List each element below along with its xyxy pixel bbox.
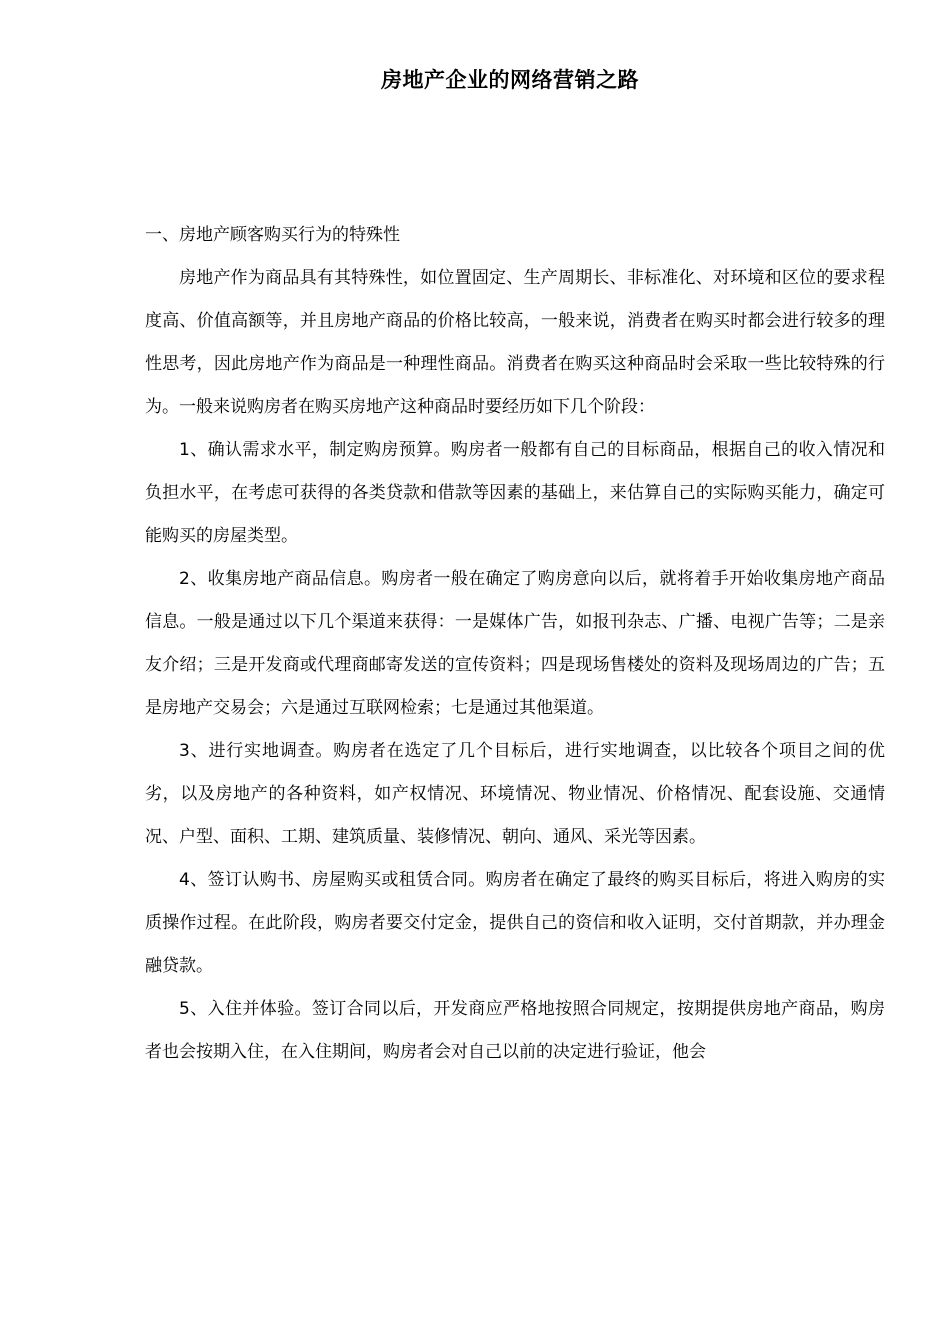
stage-paragraph-4: 4、签订认购书、房屋购买或租赁合同。购房者在确定了最终的购买目标后，将进入购房的实质操作过程。在此阶段，购房者要交付定金，提供自己的资信和收入证明，交付首期款，并办理金融贷款。: [145, 870, 885, 976]
stage-paragraph-1: 1、确认需求水平，制定购房预算。购房者一般都有自己的目标商品，根据自己的收入情况和负担水平，在考虑可获得的各类贷款和借款等因素的基础上，来估算自己的实际购买能力，确定可能购买的房屋类型。: [145, 440, 885, 546]
stage-paragraph-5: 5、入住并体验。签订合同以后，开发商应严格地按照合同规定，按期提供房地产商品，购房者也会按期入住，在入住期间，购房者会对自己以前的决定进行验证，他会: [145, 999, 885, 1062]
document-body: [145, 214, 885, 1074]
section-heading: 一、房地产顾客购买行为的特殊性: [145, 225, 400, 245]
stage-paragraph-3: 3、进行实地调查。购房者在选定了几个目标后，进行实地调查，以比较各个项目之间的优劣，以及房地产的各种资料，如产权情况、环境情况、物业情况、价格情况、配套设施、交通情况、户型、面积、工期、建筑质量、装修情况、朝向、通风、采光等因素。: [145, 741, 885, 847]
document-title: 房地产企业的网络营销之路: [381, 68, 639, 92]
intro-paragraph: 房地产作为商品具有其特殊性，如位置固定、生产周期长、非标准化、对环境和区位的要求程度高、价值高额等，并且房地产商品的价格比较高，一般来说，消费者在购买时都会进行较多的理性思考，因此房地产作为商品是一种理性商品。消费者在购买这种商品时会采取一些比较特殊的行为。一般来说购房者在购买房地产这种商品时要经历如下几个阶段：: [145, 268, 885, 417]
stage-paragraph-2: 2、收集房地产商品信息。购房者一般在确定了购房意向以后，就将着手开始收集房地产商品信息。一般是通过以下几个渠道来获得：一是媒体广告，如报刊杂志、广播、电视广告等；二是亲友介绍；三是开发商或代理商邮寄发送的宣传资料；四是现场售楼处的资料及现场周边的广告；五是房地产交易会；六是通过互联网检索；七是通过其他渠道。: [145, 569, 885, 718]
